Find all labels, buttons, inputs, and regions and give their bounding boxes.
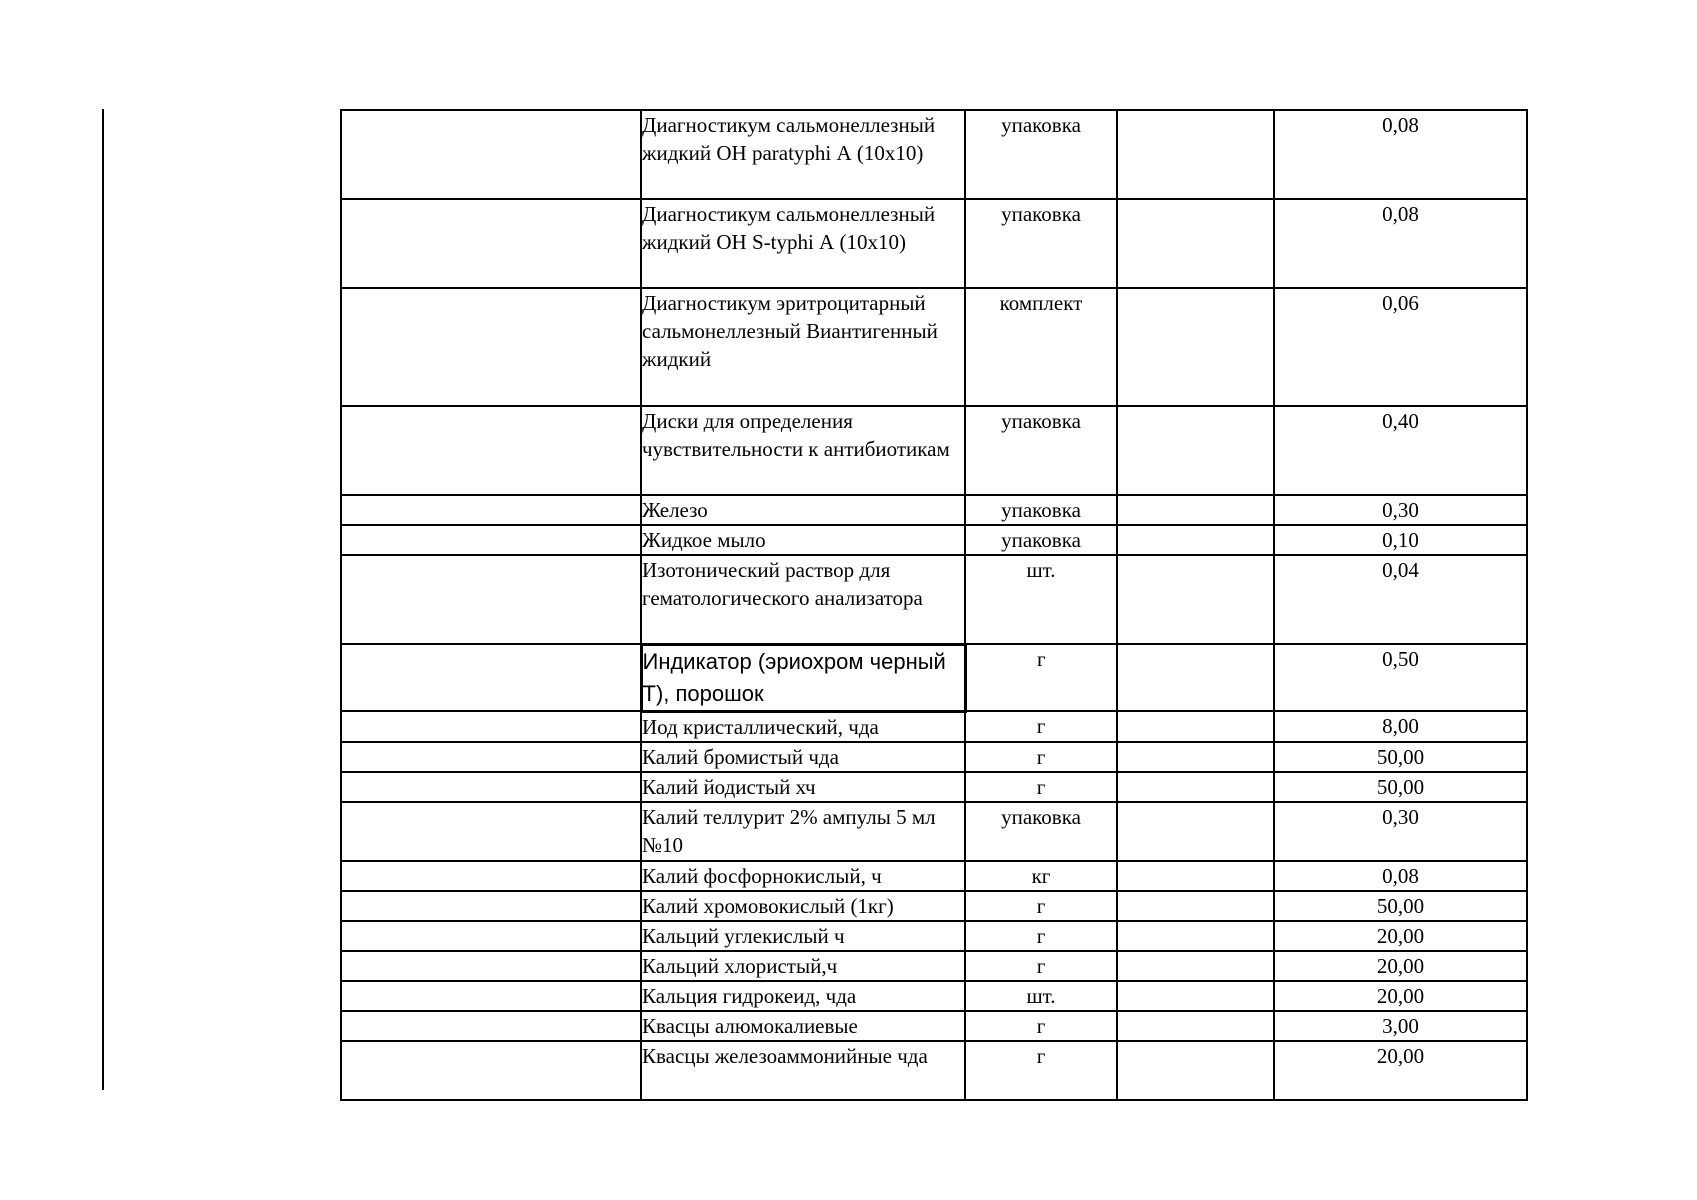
empty-cell (341, 772, 641, 802)
unit-cell: г (965, 644, 1117, 711)
unit-cell: г (965, 1011, 1117, 1041)
unit-cell: упаковка (965, 199, 1117, 288)
empty-cell (1117, 921, 1274, 951)
table-row (341, 711, 1527, 742)
empty-cell (1117, 861, 1274, 891)
empty-cell (341, 406, 641, 495)
unit-cell: г (965, 891, 1117, 921)
empty-cell (1117, 1041, 1274, 1100)
unit-cell: г (965, 742, 1117, 772)
table-row (341, 802, 1527, 861)
unit-cell: кг (965, 861, 1117, 891)
empty-cell (341, 711, 641, 742)
table-row (341, 495, 1527, 525)
empty-cell (1117, 951, 1274, 981)
empty-cell (341, 199, 641, 288)
empty-cell (341, 951, 641, 981)
empty-cell (341, 802, 641, 861)
quantity-cell: 20,00 (1274, 981, 1527, 1011)
table-row (341, 555, 1527, 644)
empty-cell (341, 891, 641, 921)
quantity-cell: 0,40 (1274, 406, 1527, 495)
table-row (341, 110, 1527, 199)
empty-cell (341, 525, 641, 555)
empty-cell (341, 110, 641, 199)
item-name-cell: Калий бромистый чда (641, 742, 965, 772)
unit-cell: г (965, 711, 1117, 742)
item-name-cell: Диагностикум эритроцитарный сальмонеллезный Виантигенный жидкий (641, 288, 965, 406)
quantity-cell: 20,00 (1274, 951, 1527, 981)
item-name-cell: Кальций хлористый,ч (641, 951, 965, 981)
table-row (341, 1011, 1527, 1041)
empty-cell (341, 288, 641, 406)
item-name-cell: Кальций углекислый ч (641, 921, 965, 951)
item-name-cell: Изотонический раствор для гематологического анализатора (641, 555, 965, 644)
quantity-cell: 3,00 (1274, 1011, 1527, 1041)
table-row (341, 644, 1527, 711)
quantity-cell: 0,08 (1274, 110, 1527, 199)
quantity-cell: 0,30 (1274, 495, 1527, 525)
item-name-cell: Индикатор (эриохром черный Т), порошок (641, 644, 965, 711)
unit-cell: г (965, 951, 1117, 981)
empty-cell (1117, 406, 1274, 495)
quantity-cell: 50,00 (1274, 742, 1527, 772)
empty-cell (1117, 1011, 1274, 1041)
unit-cell: упаковка (965, 802, 1117, 861)
unit-cell: г (965, 1041, 1117, 1100)
unit-cell: упаковка (965, 110, 1117, 199)
empty-cell (1117, 555, 1274, 644)
table-row (341, 199, 1527, 288)
empty-cell (341, 861, 641, 891)
empty-cell (341, 921, 641, 951)
quantity-cell: 50,00 (1274, 891, 1527, 921)
unit-cell: упаковка (965, 406, 1117, 495)
unit-cell: г (965, 921, 1117, 951)
table-body (341, 110, 1527, 1100)
unit-cell: упаковка (965, 525, 1117, 555)
quantity-cell: 0,08 (1274, 199, 1527, 288)
quantity-cell: 20,00 (1274, 921, 1527, 951)
empty-cell (341, 1011, 641, 1041)
table-row (341, 1041, 1527, 1100)
table-row (341, 525, 1527, 555)
item-name-cell: Железо (641, 495, 965, 525)
empty-cell (341, 981, 641, 1011)
item-name-cell: Диагностикум сальмонеллезный жидкий ОН paratyphi А (10х10) (641, 110, 965, 199)
empty-cell (1117, 981, 1274, 1011)
item-name-cell: Квасцы железоаммонийные чда (641, 1041, 965, 1100)
item-name-cell: Калий йодистый хч (641, 772, 965, 802)
unit-cell: комплект (965, 288, 1117, 406)
empty-cell (341, 555, 641, 644)
quantity-cell: 0,10 (1274, 525, 1527, 555)
item-name-cell: Калий хромовокислый (1кг) (641, 891, 965, 921)
quantity-cell: 0,30 (1274, 802, 1527, 861)
unit-cell: шт. (965, 981, 1117, 1011)
item-name-cell: Кальция гидрокеид, чда (641, 981, 965, 1011)
item-name-cell: Диагностикум сальмонеллезный жидкий ОН S-typhi А (10х10) (641, 199, 965, 288)
table-row (341, 891, 1527, 921)
table-row (341, 921, 1527, 951)
table-row (341, 772, 1527, 802)
item-name-cell: Калий теллурит 2% ампулы 5 мл №10 (641, 802, 965, 861)
empty-cell (1117, 644, 1274, 711)
empty-cell (1117, 288, 1274, 406)
item-name-cell: Иод кристаллический, чда (641, 711, 965, 742)
empty-cell (341, 1041, 641, 1100)
empty-cell (1117, 495, 1274, 525)
table-row (341, 981, 1527, 1011)
supplies-table (340, 109, 1528, 1101)
item-name-cell: Квасцы алюмокалиевые (641, 1011, 965, 1041)
empty-cell (1117, 110, 1274, 199)
empty-cell (1117, 525, 1274, 555)
item-name-cell: Жидкое мыло (641, 525, 965, 555)
table-row (341, 861, 1527, 891)
empty-cell (1117, 199, 1274, 288)
empty-cell (341, 495, 641, 525)
unit-cell: упаковка (965, 495, 1117, 525)
empty-cell (1117, 891, 1274, 921)
item-name-cell: Диски для определения чувствительности к антибиотикам (641, 406, 965, 495)
empty-cell (1117, 711, 1274, 742)
unit-cell: шт. (965, 555, 1117, 644)
empty-cell (1117, 742, 1274, 772)
quantity-cell: 0,04 (1274, 555, 1527, 644)
quantity-cell: 8,00 (1274, 711, 1527, 742)
quantity-cell: 20,00 (1274, 1041, 1527, 1100)
item-name-cell: Калий фосфорнокислый, ч (641, 861, 965, 891)
quantity-cell: 0,06 (1274, 288, 1527, 406)
table-row (341, 406, 1527, 495)
table-row (341, 288, 1527, 406)
table-row (341, 951, 1527, 981)
unit-cell: г (965, 772, 1117, 802)
empty-cell (341, 644, 641, 711)
quantity-cell: 0,50 (1274, 644, 1527, 711)
quantity-cell: 0,08 (1274, 861, 1527, 891)
empty-cell (1117, 802, 1274, 861)
quantity-cell: 50,00 (1274, 772, 1527, 802)
table-row (341, 742, 1527, 772)
empty-cell (1117, 772, 1274, 802)
empty-cell (341, 742, 641, 772)
left-margin-line (102, 109, 104, 1090)
